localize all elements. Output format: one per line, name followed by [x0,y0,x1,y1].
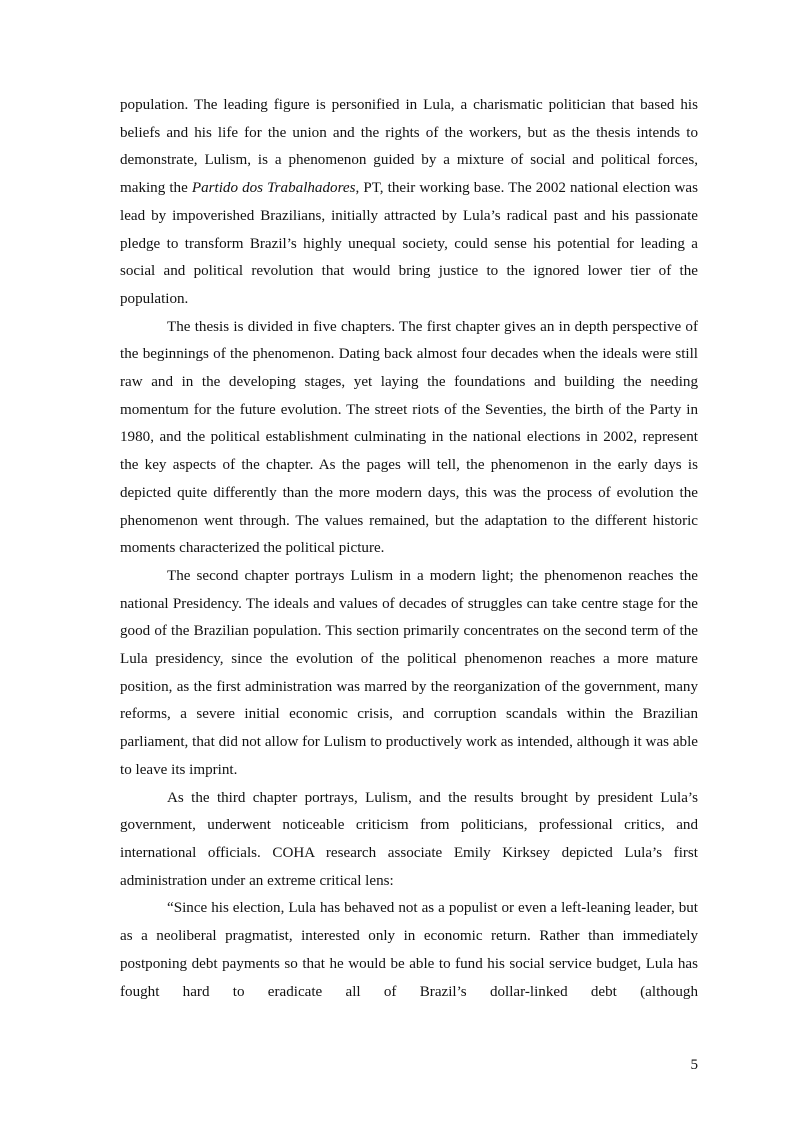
paragraph-chapter-one: The thesis is divided in five chapters. The first chapter gives an in depth perspective of the beginnings of the phenomenon. Dating back almost four decades when the ideals were still raw and in the developing stages, yet laying the foundations and building the needing momentum for the future evolution. The street riots of the Seventies, the birth of the Party in 1980, and the political establishment culminating in the national elections in 2002, represent the key aspects of the chapter. As the pages will tell, the phenomenon in the early days is depicted quite differently than the more modern days, this was the process of evolution the phenomenon went through. The values remained, but the adaptation to the different historic moments characterized the political picture. [120,318,698,557]
page-body [120,92,698,1006]
paragraph-kirksey-quote: “Since his election, Lula has behaved not as a populist or even a left-leaning leader, but as a neoliberal pragmatist, interested only in economic return. Rather than immediately postponing debt payments so that he would be able to fund his social service budget, Lula has fought hard to eradicate all of Brazil’s dollar-linked debt (although [120,900,698,1000]
paragraph-intro-continuation [120,92,698,314]
page-number: 5 [690,1057,698,1073]
paragraph-chapter-three: As the third chapter portrays, Lulism, and the results brought by president Lula’s government, underwent noticeable criticism from politicians, professional critics, and international officials. COHA research associate Emily Kirksey depicted Lula’s first administration under an extreme critical lens: [120,789,698,889]
paragraph-text: , PT, their working base. The 2002 national election was lead by impoverished Brazilians, initially attracted by Lula’s radical past and his passionate pledge to transform Brazil’s highly unequal society, could sense his potential for leading a social and political revolution that would bring justice to the ignored lower tier of the population. [120,180,699,307]
party-name-italic: Partido dos Trabalhadores [191,180,356,197]
paragraph-text: population. The leading figure is personified in Lula, a charismatic politician that based his beliefs and his life for the union and the rights of the workers, but as the thesis intends to demonstrate, Lulism, is a phenomenon guided by a mixture of social and political forces, making the [120,97,698,197]
paragraph-chapter-two: The second chapter portrays Lulism in a modern light; the phenomenon reaches the national Presidency. The ideals and values of decades of struggles can take centre stage for the good of the Brazilian population. This section primarily concentrates on the second term of the Lula presidency, since the evolution of the political phenomenon reaches a more mature position, as the first administration was marred by the reorganization of the government, many reforms, a severe initial economic crisis, and corruption scandals within the Brazilian parliament, that did not allow for Lulism to productively work as intended, although it was able to leave its imprint. [120,567,698,778]
